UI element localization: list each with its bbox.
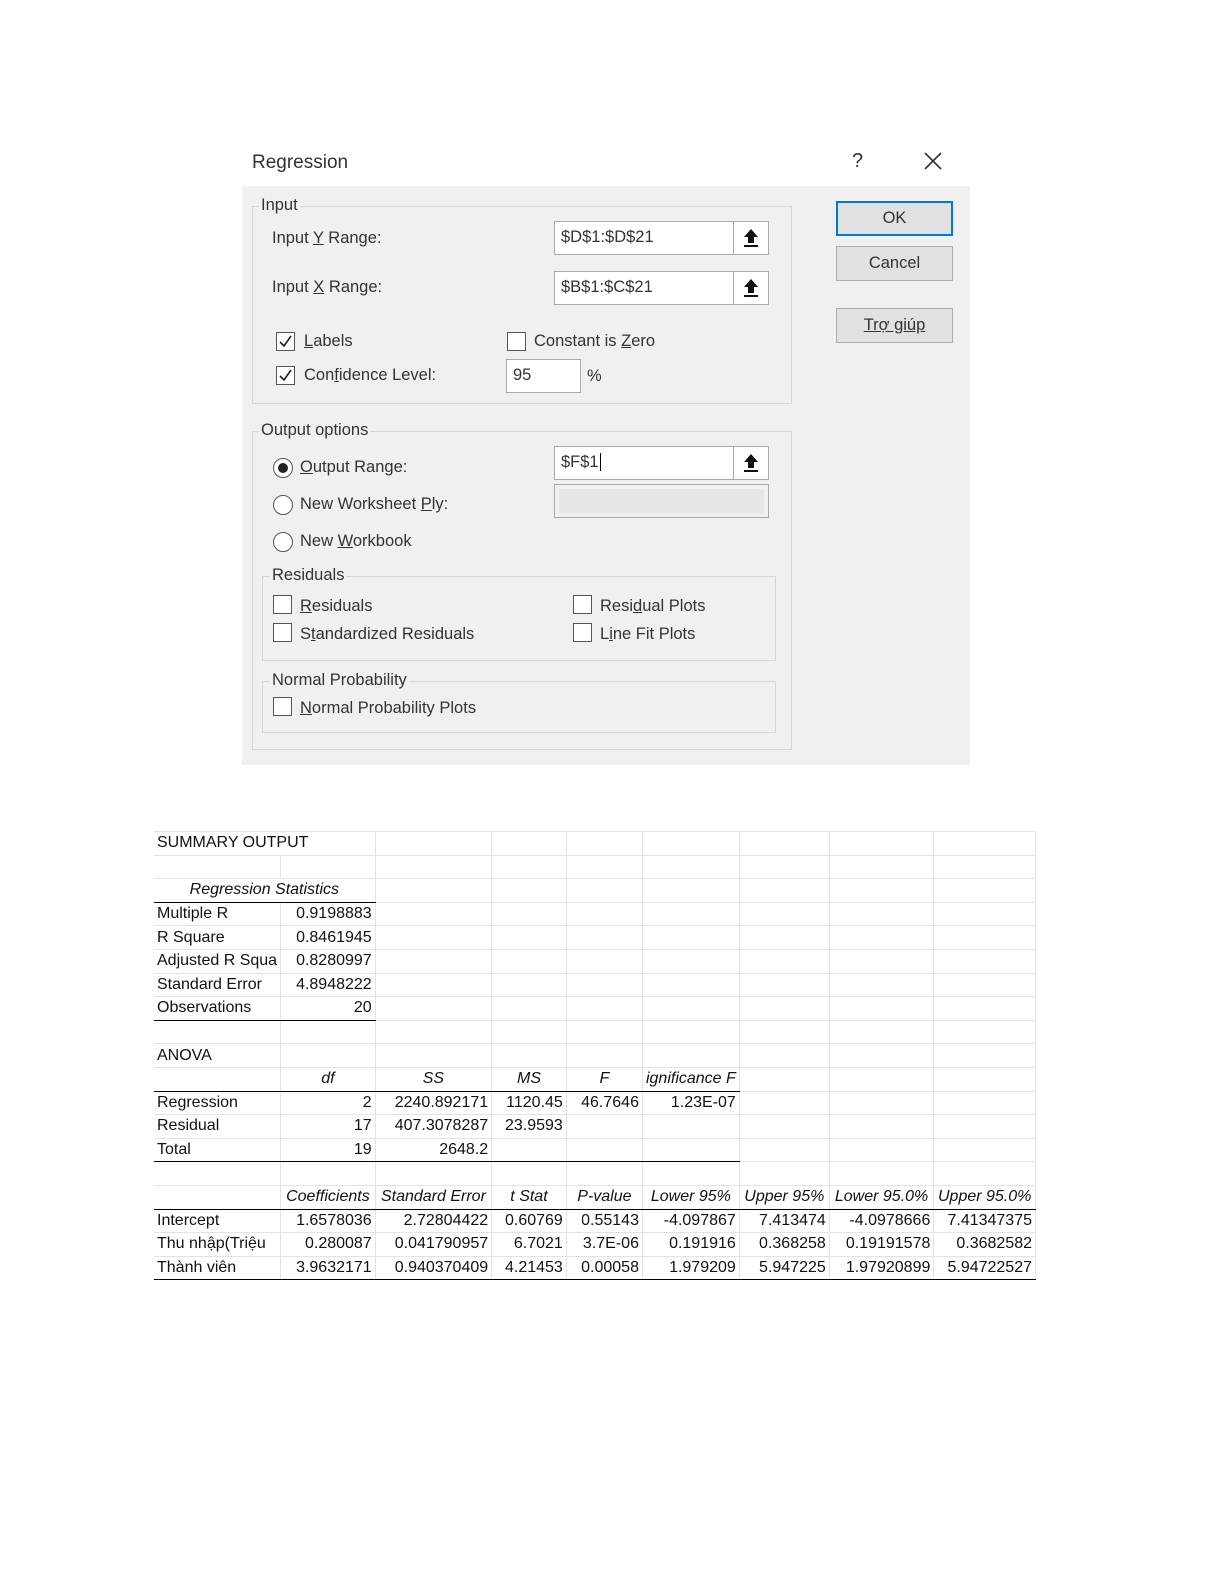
table-cell: [566, 1044, 642, 1068]
table-cell: [642, 997, 739, 1021]
table-cell: [739, 1091, 829, 1115]
table-cell: 2.72804422: [375, 1209, 491, 1233]
table-cell: [566, 1162, 642, 1186]
table-cell: [492, 1044, 567, 1068]
table-cell: Upper 95.0%: [934, 1185, 1036, 1209]
table-cell: 4.8948222: [281, 973, 376, 997]
table-cell: [934, 1162, 1036, 1186]
summary-output-table: [154, 831, 1036, 1280]
table-cell: Lower 95%: [642, 1185, 739, 1209]
table-cell: [492, 1138, 567, 1162]
table-cell: [642, 1020, 739, 1044]
table-cell: 0.280087: [281, 1233, 376, 1257]
table-cell: F: [566, 1067, 642, 1091]
table-cell: [642, 879, 739, 903]
table-row: [154, 902, 1036, 926]
table-cell: [829, 879, 934, 903]
table-cell: [566, 879, 642, 903]
table-cell: [566, 832, 642, 856]
table-cell: 0.55143: [566, 1209, 642, 1233]
table-cell: [492, 949, 567, 973]
table-cell: [492, 926, 567, 950]
table-cell: [739, 1115, 829, 1139]
table-cell: [739, 1138, 829, 1162]
table-cell: [566, 1115, 642, 1139]
table-cell: 1.6578036: [281, 1209, 376, 1233]
table-cell: ignificance F: [642, 1067, 739, 1091]
collapse-arrow-icon: [734, 272, 768, 304]
range-picker-button[interactable]: [733, 272, 768, 304]
table-cell: [492, 1162, 567, 1186]
table-cell: [739, 1162, 829, 1186]
table-cell: Total: [154, 1138, 281, 1162]
table-cell: [739, 949, 829, 973]
table-cell: [492, 1020, 567, 1044]
table-cell: [739, 832, 829, 856]
dialog-title: Regression: [252, 152, 349, 173]
summary-title: SUMMARY OUTPUT: [154, 832, 375, 856]
table-cell: 20: [281, 997, 376, 1021]
table-cell: [566, 926, 642, 950]
table-cell: df: [281, 1067, 376, 1091]
table-cell: [375, 1044, 491, 1068]
table-cell: 2648.2: [375, 1138, 491, 1162]
table-cell: [642, 1044, 739, 1068]
normal-probability-plots-checkbox[interactable]: [273, 697, 292, 716]
table-cell: [829, 949, 934, 973]
table-cell: [642, 973, 739, 997]
constant-zero-label: Constant is Zero: [534, 332, 656, 350]
table-cell: 0.3682582: [934, 1233, 1036, 1257]
table-cell: SS: [375, 1067, 491, 1091]
table-cell: [934, 1044, 1036, 1068]
new-workbook-label: New Workbook: [300, 532, 412, 550]
table-cell: Regression: [154, 1091, 281, 1115]
input-legend: Input: [261, 196, 298, 214]
new-workbook-radio[interactable]: [273, 532, 293, 552]
anova-header-row: [154, 1067, 1036, 1091]
table-cell: Thu nhập(Triệu: [154, 1233, 281, 1257]
table-cell: [739, 1044, 829, 1068]
help-icon[interactable]: ?: [852, 150, 864, 172]
table-cell: 6.7021: [492, 1233, 567, 1257]
table-cell: [566, 949, 642, 973]
residual-plots-label: Residual Plots: [600, 597, 706, 615]
radio-selected-dot: [278, 463, 288, 473]
table-cell: 407.3078287: [375, 1115, 491, 1139]
ok-button[interactable]: OK: [836, 201, 953, 236]
table-cell: [281, 1020, 376, 1044]
table-cell: [934, 949, 1036, 973]
table-cell: Multiple R: [154, 902, 281, 926]
output-range-field[interactable]: [554, 446, 769, 480]
table-cell: t Stat: [492, 1185, 567, 1209]
table-cell: 1.979209: [642, 1256, 739, 1280]
table-cell: [642, 855, 739, 879]
table-cell: [739, 855, 829, 879]
table-cell: [492, 855, 567, 879]
table-row: [154, 1091, 1036, 1115]
table-cell: [934, 1067, 1036, 1091]
input-y-range-value: $D$1:$D$21: [561, 228, 654, 246]
table-cell: [829, 973, 934, 997]
summary-output-sheet: [154, 831, 1036, 1280]
table-cell: P-value: [566, 1185, 642, 1209]
table-cell: [739, 997, 829, 1021]
table-cell: -4.0978666: [829, 1209, 934, 1233]
table-cell: 0.368258: [739, 1233, 829, 1257]
table-cell: Residual: [154, 1115, 281, 1139]
residuals-checkbox[interactable]: [273, 595, 292, 614]
line-fit-plots-label: Line Fit Plots: [600, 625, 696, 643]
output-range-value: $F$1: [561, 453, 599, 471]
input-x-range-value: $B$1:$C$21: [561, 278, 653, 296]
table-cell: [281, 855, 376, 879]
confidence-level-checkbox[interactable]: [276, 366, 295, 385]
labels-checkbox[interactable]: [276, 332, 295, 351]
table-cell: [154, 1020, 281, 1044]
table-cell: [739, 1020, 829, 1044]
input-x-range-field[interactable]: [554, 271, 769, 305]
new-worksheet-radio[interactable]: [273, 495, 293, 515]
table-cell: [829, 1067, 934, 1091]
new-worksheet-field[interactable]: [554, 484, 769, 518]
table-cell: Thành viên: [154, 1256, 281, 1280]
table-cell: [375, 926, 491, 950]
table-cell: Standard Error: [154, 973, 281, 997]
table-row: [154, 1115, 1036, 1139]
residuals-group: [262, 576, 776, 661]
table-cell: [934, 855, 1036, 879]
disabled-field-fill: [559, 489, 764, 513]
table-cell: 19: [281, 1138, 376, 1162]
table-cell: 0.8280997: [281, 949, 376, 973]
output-range-radio[interactable]: [273, 458, 293, 478]
table-cell: [829, 1162, 934, 1186]
table-cell: [375, 997, 491, 1021]
input-y-range-field[interactable]: [554, 221, 769, 255]
table-row: [154, 926, 1036, 950]
table-cell: [829, 902, 934, 926]
table-cell: [492, 832, 567, 856]
table-cell: [829, 855, 934, 879]
table-cell: Upper 95%: [739, 1185, 829, 1209]
table-cell: 0.041790957: [375, 1233, 491, 1257]
cancel-button[interactable]: Cancel: [836, 246, 953, 281]
table-cell: [375, 902, 491, 926]
anova-title: ANOVA: [154, 1044, 281, 1068]
table-cell: 17: [281, 1115, 376, 1139]
constant-zero-checkbox[interactable]: [507, 332, 526, 351]
residuals-legend: Residuals: [272, 566, 345, 584]
labels-label: Labels: [304, 332, 353, 350]
table-cell: R Square: [154, 926, 281, 950]
table-cell: [829, 926, 934, 950]
table-cell: 0.19191578: [829, 1233, 934, 1257]
table-cell: [642, 1115, 739, 1139]
table-cell: [375, 1020, 491, 1044]
table-cell: MS: [492, 1067, 567, 1091]
table-cell: 0.8461945: [281, 926, 376, 950]
table-cell: [375, 1162, 491, 1186]
table-cell: Adjusted R Squa: [154, 949, 281, 973]
table-cell: 0.940370409: [375, 1256, 491, 1280]
table-row: [154, 1138, 1036, 1162]
table-cell: 0.00058: [566, 1256, 642, 1280]
regression-dialog: [242, 140, 970, 765]
table-cell: [934, 1091, 1036, 1115]
table-cell: [566, 997, 642, 1021]
table-cell: [492, 879, 567, 903]
table-cell: 0.191916: [642, 1233, 739, 1257]
help-button-label: Trợ giúp: [863, 316, 926, 334]
title-bar: [242, 140, 970, 186]
confidence-level-value: 95: [513, 366, 532, 384]
table-cell: [934, 1020, 1036, 1044]
table-cell: [829, 1020, 934, 1044]
table-cell: [642, 949, 739, 973]
table-cell: [281, 1044, 376, 1068]
table-cell: 2: [281, 1091, 376, 1115]
residual-plots-checkbox[interactable]: [573, 595, 592, 614]
table-cell: [739, 1067, 829, 1091]
table-cell: [566, 973, 642, 997]
line-fit-plots-checkbox[interactable]: [573, 623, 592, 642]
table-cell: 5.94722527: [934, 1256, 1036, 1280]
dialog-body: [242, 186, 970, 765]
help-button[interactable]: [836, 308, 953, 343]
table-row: [154, 949, 1036, 973]
check-icon: [277, 367, 294, 384]
table-row: [154, 1209, 1036, 1233]
table-cell: [154, 855, 281, 879]
table-cell: [829, 832, 934, 856]
table-cell: [566, 1138, 642, 1162]
coefficients-header-row: [154, 1185, 1036, 1209]
close-icon[interactable]: [922, 150, 944, 172]
table-cell: [739, 926, 829, 950]
table-cell: [281, 1162, 376, 1186]
table-cell: [154, 1162, 281, 1186]
table-cell: Lower 95.0%: [829, 1185, 934, 1209]
table-cell: [934, 1138, 1036, 1162]
table-cell: 1.23E-07: [642, 1091, 739, 1115]
table-cell: 7.41347375: [934, 1209, 1036, 1233]
table-row: [154, 1256, 1036, 1280]
normal-probability-plots-label: Normal Probability Plots: [300, 699, 477, 717]
table-cell: 1120.45: [492, 1091, 567, 1115]
table-cell: [739, 879, 829, 903]
table-cell: [642, 1162, 739, 1186]
table-cell: 5.947225: [739, 1256, 829, 1280]
check-icon: [277, 333, 294, 350]
table-cell: [934, 926, 1036, 950]
table-row: [154, 973, 1036, 997]
table-cell: 0.60769: [492, 1209, 567, 1233]
percent-label: %: [587, 367, 602, 385]
table-cell: [642, 926, 739, 950]
table-cell: 3.9632171: [281, 1256, 376, 1280]
table-cell: [566, 1020, 642, 1044]
table-cell: 7.413474: [739, 1209, 829, 1233]
confidence-level-label: Confidence Level:: [304, 366, 437, 384]
table-cell: [829, 1091, 934, 1115]
table-cell: [642, 832, 739, 856]
table-cell: Intercept: [154, 1209, 281, 1233]
table-cell: [566, 855, 642, 879]
table-cell: [566, 902, 642, 926]
table-cell: [642, 1138, 739, 1162]
table-cell: Coefficients: [281, 1185, 376, 1209]
table-cell: [492, 902, 567, 926]
table-cell: 0.9198883: [281, 902, 376, 926]
regression-statistics-header: Regression Statistics: [154, 879, 375, 903]
table-cell: [739, 973, 829, 997]
table-cell: [375, 855, 491, 879]
standardized-residuals-checkbox[interactable]: [273, 623, 292, 642]
output-range-label: Output Range:: [300, 458, 408, 476]
table-cell: [934, 1115, 1036, 1139]
table-cell: 4.21453: [492, 1256, 567, 1280]
range-picker-button[interactable]: [733, 447, 768, 479]
table-row: [154, 997, 1036, 1021]
table-cell: [829, 997, 934, 1021]
range-picker-button[interactable]: [733, 222, 768, 254]
collapse-arrow-icon: [734, 447, 768, 479]
table-cell: [492, 997, 567, 1021]
table-cell: 2240.892171: [375, 1091, 491, 1115]
table-cell: [375, 832, 491, 856]
normal-probability-legend: Normal Probability: [272, 671, 407, 689]
table-cell: [375, 949, 491, 973]
confidence-level-input[interactable]: [506, 359, 581, 393]
table-cell: [375, 879, 491, 903]
table-cell: [934, 997, 1036, 1021]
table-cell: [154, 1185, 281, 1209]
table-cell: 1.97920899: [829, 1256, 934, 1280]
table-cell: [492, 973, 567, 997]
new-worksheet-label: New Worksheet Ply:: [300, 495, 449, 513]
table-cell: [642, 902, 739, 926]
table-cell: [934, 902, 1036, 926]
residuals-label: Residuals: [300, 597, 373, 615]
table-cell: -4.097867: [642, 1209, 739, 1233]
table-row: [154, 1233, 1036, 1257]
standardized-residuals-label: Standardized Residuals: [300, 625, 475, 643]
table-cell: Observations: [154, 997, 281, 1021]
output-options-legend: Output options: [261, 421, 369, 439]
table-cell: [154, 1067, 281, 1091]
table-cell: [934, 879, 1036, 903]
table-cell: [829, 1115, 934, 1139]
table-cell: [739, 902, 829, 926]
input-y-range-label: Input Y Range:: [272, 229, 382, 247]
table-cell: [934, 973, 1036, 997]
collapse-arrow-icon: [734, 222, 768, 254]
table-cell: Standard Error: [375, 1185, 491, 1209]
table-cell: [934, 832, 1036, 856]
table-cell: 3.7E-06: [566, 1233, 642, 1257]
table-cell: 23.9593: [492, 1115, 567, 1139]
table-cell: [829, 1044, 934, 1068]
input-x-range-label: Input X Range:: [272, 278, 383, 296]
table-cell: [375, 973, 491, 997]
table-cell: 46.7646: [566, 1091, 642, 1115]
table-cell: [829, 1138, 934, 1162]
